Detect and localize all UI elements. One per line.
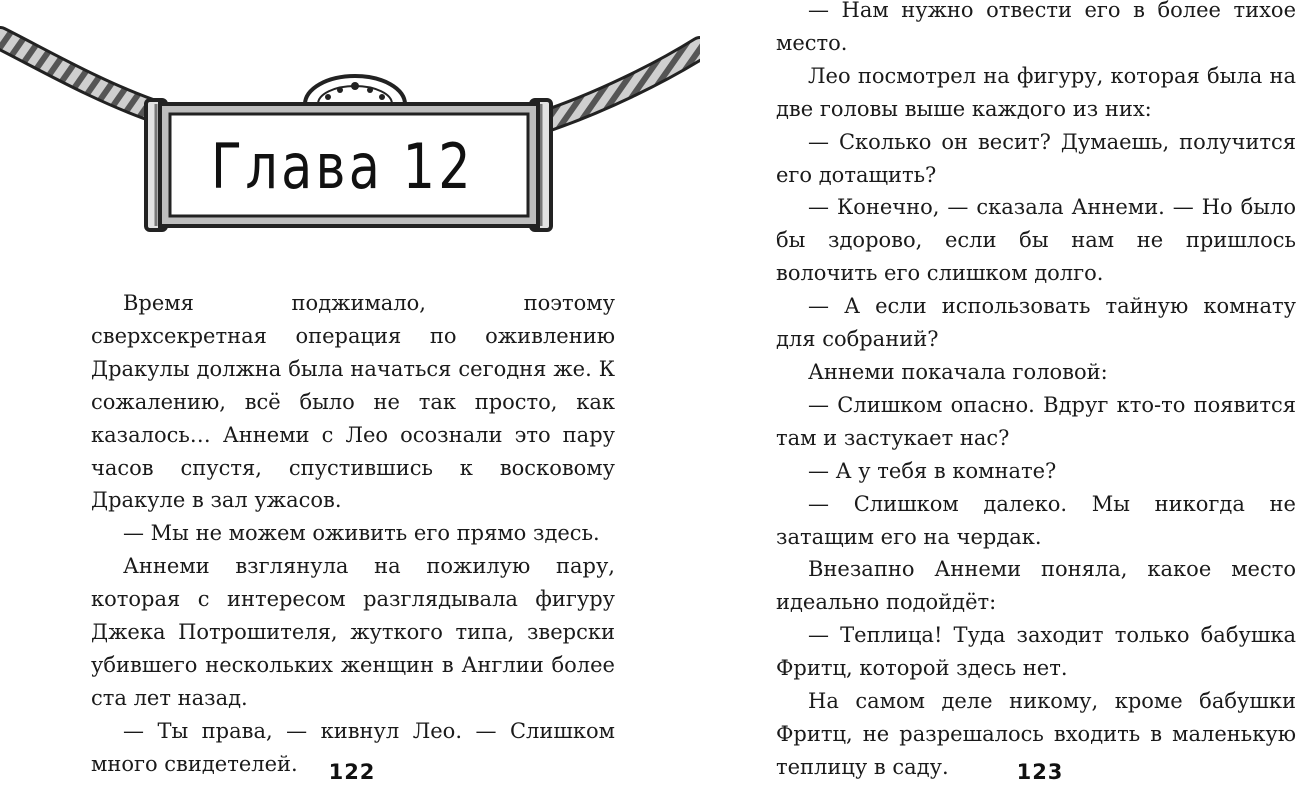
paragraph: — Слишком опасно. Вдруг кто-то появится там и застукает нас? [776,392,1296,450]
left-page-text [91,287,615,781]
paragraph: — А у тебя в комнате? [808,458,1057,483]
paragraph: — Сколько он весит? Думаешь, получится его дотащить? [776,129,1296,187]
paragraph: — Слишком далеко. Мы никогда не затащим его на чердак. [776,491,1296,549]
paragraph: — Мы не можем оживить его прямо здесь. [123,521,600,546]
paragraph: — Теплица! Туда заходит только бабушка Фритц, которой здесь нет. [776,623,1296,681]
paragraph: Аннеми покачала головой: [808,359,1108,384]
paragraph: Аннеми взглянула на пожилую пару, которая с интересом разглядывала фигуру Джека Потрошителя, жуткого типа, зверски убившего нескольких женщин в Англии более ста лет назад. [91,554,615,710]
paragraph: На самом деле никому, кроме бабушки Фритц, не разрешалось входить в маленькую теплицу в саду. [776,689,1296,779]
paragraph: Время поджимало, поэтому сверхсекретная операция по оживлению Дракулы должна была начаться сегодня же. К сожалению, всё было не так просто, как казалось… Аннеми с Лео осознали это пару часов спустя, спустившись к восковому Дракуле в зал ужасов. [91,291,615,513]
right-page [700,0,1298,789]
paragraph: — Нам нужно отвести его в более тихое место. [776,0,1296,55]
paragraph: Лео посмотрел на фигуру, которая была на две головы выше каждого из них: [776,63,1296,121]
paragraph: Внезапно Аннеми поняла, какое место идеально подойдёт: [776,557,1296,615]
page-number: 123 [1016,760,1064,784]
paragraph: — Конечно, — сказала Аннеми. — Но было бы здорово, если бы нам не пришлось волочить его слишком долго. [776,195,1296,286]
paragraph: — Ты права, — кивнул Лео. — Слишком много свидетелей. [91,718,615,776]
page-number: 122 [328,760,376,784]
chapter-title: Глава 12 [211,129,474,203]
right-page-text [776,0,1296,784]
paragraph: — А если использовать тайную комнату для собраний? [776,294,1296,352]
